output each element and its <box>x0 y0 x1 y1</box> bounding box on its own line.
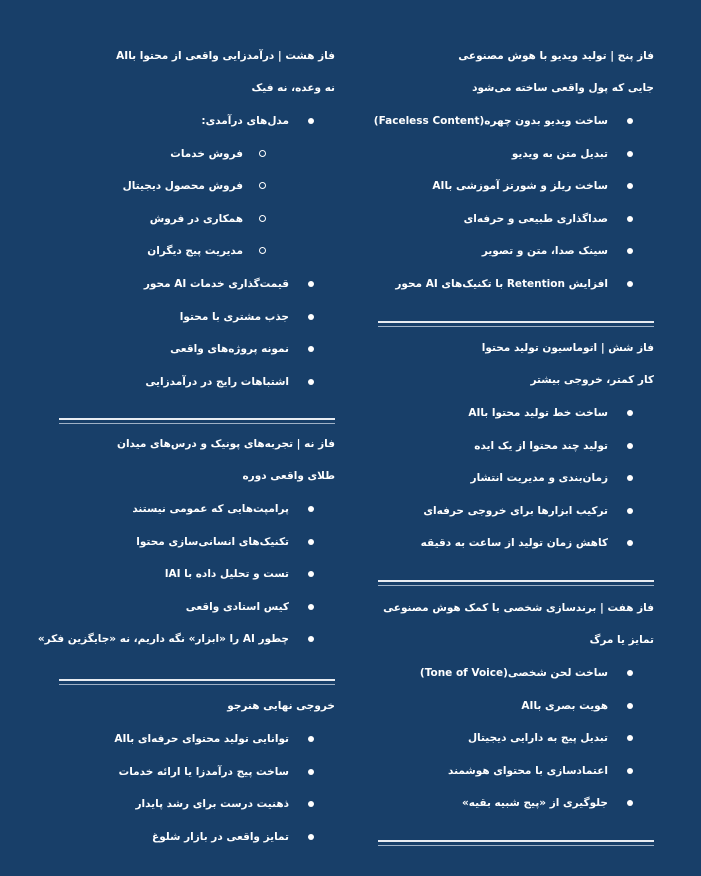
bullet-icon <box>308 769 314 775</box>
list-item-text: ساخت ریلز و شورتز آموزشی باAI <box>432 180 608 193</box>
bullet-icon <box>627 183 633 189</box>
bullet-icon <box>627 475 633 481</box>
list-item-text: تست و تحلیل داده با AIا <box>164 568 289 581</box>
list-item-text: ذهنیت درست برای رشد پایدار <box>135 798 289 811</box>
list-item-text: افزایش Retention با تکنیک‌های AI محور <box>395 278 608 290</box>
list-item-text: جذب مشتری با محتوا <box>179 310 289 323</box>
list-item-text: ساخت لحن شخصی(Tone of Voice) <box>419 667 608 679</box>
bullet-icon <box>627 118 633 124</box>
list-item-text: پرامپت‌هایی که عمومی نیستند <box>132 503 289 515</box>
bullet-icon <box>308 281 314 287</box>
section-divider <box>378 321 654 327</box>
bullet-icon <box>627 540 633 546</box>
list-item-text: تمایز واقعی در بازار شلوغ <box>152 830 289 843</box>
list-item-text: اشتباهات رایج در درآمدزایی <box>145 375 289 388</box>
bullet-icon <box>627 248 633 254</box>
hollow-bullet-icon <box>259 182 266 189</box>
phase-subtitle: طلای واقعی دوره <box>242 470 335 482</box>
phase-subtitle: جایی که پول واقعی ساخته می‌شود <box>472 82 654 94</box>
hollow-bullet-icon <box>259 247 266 254</box>
list-item-text: تبدیل متن به ویدیو <box>511 147 608 160</box>
list-item-text: صداگذاری طبیعی و حرفه‌ای <box>463 212 608 225</box>
bullet-icon <box>627 216 633 222</box>
bullet-icon <box>627 800 633 806</box>
bullet-icon <box>627 410 633 416</box>
list-item-text: فروش محصول دیجیتال <box>122 180 243 193</box>
bullet-icon <box>308 604 314 610</box>
list-item-text: ساخت ویدیو بدون چهره(Faceless Content) <box>373 115 608 127</box>
phase-subtitle: تمایز یا مرگ <box>589 634 654 646</box>
bullet-icon <box>308 118 314 124</box>
bullet-icon <box>308 736 314 742</box>
bullet-icon <box>627 443 633 449</box>
bullet-icon <box>308 571 314 577</box>
list-item-text: تکنیک‌های انسانی‌سازی محتوا <box>136 535 289 548</box>
bullet-icon <box>308 314 314 320</box>
phase-subtitle: خروجی نهایی هنرجو <box>227 700 335 712</box>
bullet-icon <box>308 346 314 352</box>
bullet-icon <box>627 508 633 514</box>
phase-title: فاز هشت | درآمدزایی واقعی از محتوا باAI <box>116 50 335 62</box>
bullet-icon <box>308 636 314 642</box>
list-item-text: کاهش زمان تولید از ساعت به دقیقه <box>420 537 608 550</box>
hollow-bullet-icon <box>259 215 266 222</box>
list-item-text: ساخت خط تولید محتوا باAI <box>468 407 608 419</box>
section-divider <box>378 840 654 846</box>
list-item-text: مدیریت پیج دیگران <box>147 245 243 258</box>
phase-subtitle: نه وعده، نه فیک <box>251 82 335 94</box>
phase-title: فاز نه | تجربه‌های پونیک و درس‌های میدان <box>116 438 335 450</box>
list-item-text: قیمت‌گذاری خدمات AI محور <box>143 278 289 290</box>
bullet-icon <box>627 281 633 287</box>
list-item-text: سینک صدا، متن و تصویر <box>481 245 608 258</box>
list-item-text: کیس استادی واقعی <box>185 600 289 613</box>
bullet-icon <box>627 768 633 774</box>
bullet-icon <box>627 735 633 741</box>
phase-title: فاز پنج | تولید ویدیو با هوش مصنوعی <box>458 50 654 62</box>
section-divider <box>59 418 335 424</box>
list-item-text: ساخت پیج درآمدزا یا ارائه خدمات <box>118 765 289 778</box>
list-item-text: مدل‌های درآمدی: <box>201 115 289 127</box>
bullet-icon <box>308 506 314 512</box>
section-divider <box>378 580 654 586</box>
bullet-icon <box>308 834 314 840</box>
list-item-text: هویت بصری باAI <box>521 699 608 712</box>
bullet-icon <box>308 801 314 807</box>
bullet-icon <box>308 539 314 545</box>
bullet-icon <box>627 703 633 709</box>
phase-title: فاز شش | اتوماسیون تولید محتوا <box>481 342 654 354</box>
list-item-text: توانایی تولید محتوای حرفه‌ای باAI <box>114 733 289 745</box>
phase-title: فاز هفت | برندسازی شخصی با کمک هوش مصنوعی <box>383 602 654 614</box>
list-item-text: همکاری در فروش <box>149 212 243 225</box>
bullet-icon <box>627 670 633 676</box>
list-item-text: نمونه پروژه‌های واقعی <box>170 343 289 356</box>
bullet-icon <box>308 379 314 385</box>
list-item-text: زمان‌بندی و مدیریت انتشار <box>470 472 608 485</box>
phase-subtitle: کار کمتر، خروجی بیشتر <box>530 374 654 386</box>
bullet-icon <box>627 151 633 157</box>
list-item-text: اعتمادسازی با محتوای هوشمند <box>448 764 608 777</box>
list-item-text: تبدیل پیج به دارایی دیجیتال <box>467 732 608 745</box>
list-item-text: تولید چند محتوا از یک ایده <box>474 439 608 452</box>
section-divider <box>59 679 335 685</box>
hollow-bullet-icon <box>259 150 266 157</box>
list-item-text: جلوگیری از «پیج شبیه بقیه» <box>461 797 608 810</box>
list-item-text: ترکیب ابزارها برای خروجی حرفه‌ای <box>423 504 608 517</box>
list-item-text: فروش خدمات <box>170 147 243 160</box>
list-item-text: چطور AI را «ابزار» نگه داریم، نه «جایگزین فکر» <box>37 633 289 646</box>
